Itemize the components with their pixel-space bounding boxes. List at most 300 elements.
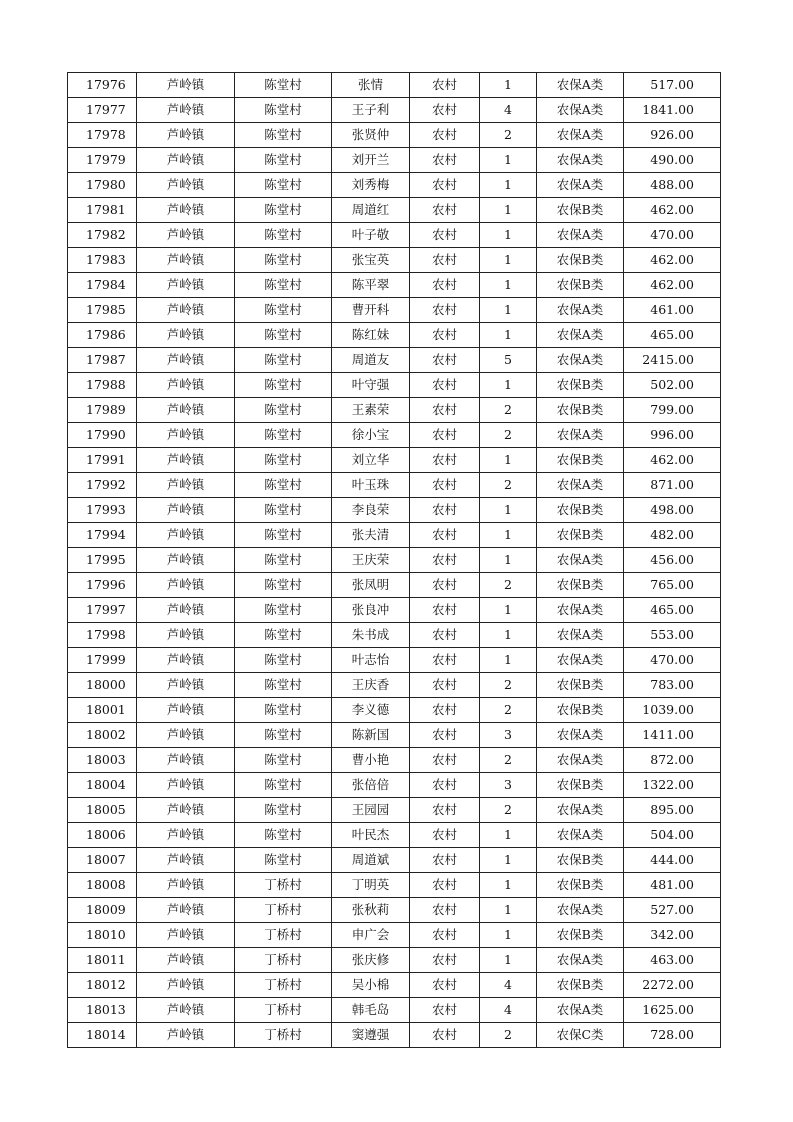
village-cell: 陈堂村	[235, 798, 332, 823]
town-cell: 芦岭镇	[137, 548, 235, 573]
area-type-cell: 农村	[410, 223, 480, 248]
record-id-cell: 17994	[68, 523, 137, 548]
name-cell: 韩毛岛	[332, 998, 410, 1023]
name-cell: 张秋莉	[332, 898, 410, 923]
town-cell: 芦岭镇	[137, 598, 235, 623]
town-cell: 芦岭镇	[137, 1023, 235, 1048]
insurance-category-cell: 农保A类	[537, 123, 624, 148]
area-type-cell: 农村	[410, 248, 480, 273]
insurance-category-cell: 农保A类	[537, 798, 624, 823]
table-row	[68, 1023, 721, 1048]
town-cell: 芦岭镇	[137, 323, 235, 348]
name-cell: 王子利	[332, 98, 410, 123]
insurance-category-cell: 农保B类	[537, 573, 624, 598]
village-cell: 陈堂村	[235, 423, 332, 448]
table-row	[68, 498, 721, 523]
area-type-cell: 农村	[410, 948, 480, 973]
table-row	[68, 548, 721, 573]
amount-cell: 462.00	[624, 248, 721, 273]
table-row	[68, 948, 721, 973]
name-cell: 叶志怡	[332, 648, 410, 673]
name-cell: 周道斌	[332, 848, 410, 873]
area-type-cell: 农村	[410, 823, 480, 848]
name-cell: 曹小艳	[332, 748, 410, 773]
village-cell: 陈堂村	[235, 673, 332, 698]
insurance-category-cell: 农保A类	[537, 73, 624, 98]
name-cell: 叶守强	[332, 373, 410, 398]
amount-cell: 456.00	[624, 548, 721, 573]
town-cell: 芦岭镇	[137, 123, 235, 148]
village-cell: 陈堂村	[235, 248, 332, 273]
household-size-cell: 1	[480, 273, 537, 298]
name-cell: 丁明英	[332, 873, 410, 898]
insurance-category-cell: 农保B类	[537, 273, 624, 298]
area-type-cell: 农村	[410, 148, 480, 173]
record-id-cell: 17998	[68, 623, 137, 648]
record-id-cell: 18009	[68, 898, 137, 923]
record-id-cell: 17977	[68, 98, 137, 123]
record-id-cell: 17989	[68, 398, 137, 423]
household-size-cell: 1	[480, 148, 537, 173]
relief-roster-table	[67, 72, 721, 1048]
amount-cell: 783.00	[624, 673, 721, 698]
amount-cell: 482.00	[624, 523, 721, 548]
household-size-cell: 2	[480, 698, 537, 723]
village-cell: 陈堂村	[235, 348, 332, 373]
amount-cell: 490.00	[624, 148, 721, 173]
insurance-category-cell: 农保B类	[537, 873, 624, 898]
household-size-cell: 4	[480, 98, 537, 123]
amount-cell: 1625.00	[624, 998, 721, 1023]
table-row	[68, 798, 721, 823]
household-size-cell: 3	[480, 723, 537, 748]
insurance-category-cell: 农保A类	[537, 473, 624, 498]
area-type-cell: 农村	[410, 723, 480, 748]
name-cell: 李义德	[332, 698, 410, 723]
amount-cell: 517.00	[624, 73, 721, 98]
name-cell: 窦遵强	[332, 1023, 410, 1048]
name-cell: 周道友	[332, 348, 410, 373]
amount-cell: 895.00	[624, 798, 721, 823]
village-cell: 陈堂村	[235, 848, 332, 873]
area-type-cell: 农村	[410, 448, 480, 473]
insurance-category-cell: 农保A类	[537, 623, 624, 648]
table-row	[68, 148, 721, 173]
area-type-cell: 农村	[410, 848, 480, 873]
town-cell: 芦岭镇	[137, 498, 235, 523]
record-id-cell: 17984	[68, 273, 137, 298]
table-row	[68, 448, 721, 473]
insurance-category-cell: 农保B类	[537, 848, 624, 873]
amount-cell: 765.00	[624, 573, 721, 598]
table-row	[68, 998, 721, 1023]
household-size-cell: 4	[480, 973, 537, 998]
household-size-cell: 2	[480, 673, 537, 698]
amount-cell: 1039.00	[624, 698, 721, 723]
name-cell: 曹开科	[332, 298, 410, 323]
insurance-category-cell: 农保A类	[537, 323, 624, 348]
village-cell: 陈堂村	[235, 548, 332, 573]
town-cell: 芦岭镇	[137, 348, 235, 373]
insurance-category-cell: 农保A类	[537, 948, 624, 973]
record-id-cell: 18014	[68, 1023, 137, 1048]
household-size-cell: 2	[480, 1023, 537, 1048]
village-cell: 丁桥村	[235, 923, 332, 948]
village-cell: 陈堂村	[235, 173, 332, 198]
village-cell: 丁桥村	[235, 873, 332, 898]
insurance-category-cell: 农保A类	[537, 898, 624, 923]
table-row	[68, 673, 721, 698]
area-type-cell: 农村	[410, 898, 480, 923]
area-type-cell: 农村	[410, 873, 480, 898]
village-cell: 丁桥村	[235, 973, 332, 998]
area-type-cell: 农村	[410, 748, 480, 773]
table-row	[68, 898, 721, 923]
amount-cell: 465.00	[624, 598, 721, 623]
household-size-cell: 1	[480, 448, 537, 473]
insurance-category-cell: 农保B类	[537, 498, 624, 523]
town-cell: 芦岭镇	[137, 898, 235, 923]
name-cell: 刘秀梅	[332, 173, 410, 198]
household-size-cell: 1	[480, 923, 537, 948]
name-cell: 周道红	[332, 198, 410, 223]
amount-cell: 504.00	[624, 823, 721, 848]
village-cell: 陈堂村	[235, 73, 332, 98]
record-id-cell: 17993	[68, 498, 137, 523]
amount-cell: 462.00	[624, 198, 721, 223]
town-cell: 芦岭镇	[137, 423, 235, 448]
amount-cell: 470.00	[624, 223, 721, 248]
area-type-cell: 农村	[410, 673, 480, 698]
amount-cell: 728.00	[624, 1023, 721, 1048]
record-id-cell: 18001	[68, 698, 137, 723]
area-type-cell: 农村	[410, 773, 480, 798]
record-id-cell: 18005	[68, 798, 137, 823]
insurance-category-cell: 农保A类	[537, 98, 624, 123]
insurance-category-cell: 农保A类	[537, 348, 624, 373]
name-cell: 朱书成	[332, 623, 410, 648]
insurance-category-cell: 农保C类	[537, 1023, 624, 1048]
amount-cell: 553.00	[624, 623, 721, 648]
record-id-cell: 18010	[68, 923, 137, 948]
table-row	[68, 198, 721, 223]
record-id-cell: 17981	[68, 198, 137, 223]
household-size-cell: 2	[480, 398, 537, 423]
village-cell: 陈堂村	[235, 448, 332, 473]
name-cell: 叶民杰	[332, 823, 410, 848]
area-type-cell: 农村	[410, 423, 480, 448]
household-size-cell: 2	[480, 423, 537, 448]
town-cell: 芦岭镇	[137, 973, 235, 998]
insurance-category-cell: 农保A类	[537, 823, 624, 848]
insurance-category-cell: 农保B类	[537, 773, 624, 798]
town-cell: 芦岭镇	[137, 798, 235, 823]
village-cell: 陈堂村	[235, 598, 332, 623]
area-type-cell: 农村	[410, 98, 480, 123]
record-id-cell: 17999	[68, 648, 137, 673]
town-cell: 芦岭镇	[137, 573, 235, 598]
insurance-category-cell: 农保A类	[537, 648, 624, 673]
record-id-cell: 17988	[68, 373, 137, 398]
name-cell: 王庆荣	[332, 548, 410, 573]
town-cell: 芦岭镇	[137, 723, 235, 748]
name-cell: 申广会	[332, 923, 410, 948]
household-size-cell: 1	[480, 848, 537, 873]
table-row	[68, 923, 721, 948]
town-cell: 芦岭镇	[137, 298, 235, 323]
insurance-category-cell: 农保A类	[537, 598, 624, 623]
amount-cell: 996.00	[624, 423, 721, 448]
insurance-category-cell: 农保A类	[537, 423, 624, 448]
village-cell: 陈堂村	[235, 723, 332, 748]
amount-cell: 799.00	[624, 398, 721, 423]
insurance-category-cell: 农保B类	[537, 923, 624, 948]
area-type-cell: 农村	[410, 1023, 480, 1048]
town-cell: 芦岭镇	[137, 923, 235, 948]
amount-cell: 462.00	[624, 273, 721, 298]
name-cell: 王庆香	[332, 673, 410, 698]
household-size-cell: 2	[480, 123, 537, 148]
table-body	[68, 73, 721, 1048]
insurance-category-cell: 农保A类	[537, 173, 624, 198]
table-row	[68, 123, 721, 148]
table-row	[68, 423, 721, 448]
insurance-category-cell: 农保A类	[537, 723, 624, 748]
amount-cell: 342.00	[624, 923, 721, 948]
area-type-cell: 农村	[410, 123, 480, 148]
town-cell: 芦岭镇	[137, 948, 235, 973]
insurance-category-cell: 农保A类	[537, 148, 624, 173]
name-cell: 陈平翠	[332, 273, 410, 298]
table-row	[68, 273, 721, 298]
amount-cell: 444.00	[624, 848, 721, 873]
amount-cell: 470.00	[624, 648, 721, 673]
household-size-cell: 1	[480, 298, 537, 323]
insurance-category-cell: 农保B类	[537, 698, 624, 723]
record-id-cell: 18012	[68, 973, 137, 998]
town-cell: 芦岭镇	[137, 248, 235, 273]
village-cell: 陈堂村	[235, 498, 332, 523]
household-size-cell: 3	[480, 773, 537, 798]
name-cell: 徐小宝	[332, 423, 410, 448]
area-type-cell: 农村	[410, 648, 480, 673]
table-row	[68, 723, 721, 748]
record-id-cell: 18002	[68, 723, 137, 748]
table-row	[68, 748, 721, 773]
household-size-cell: 1	[480, 648, 537, 673]
area-type-cell: 农村	[410, 623, 480, 648]
area-type-cell: 农村	[410, 523, 480, 548]
area-type-cell: 农村	[410, 548, 480, 573]
table-row	[68, 523, 721, 548]
amount-cell: 926.00	[624, 123, 721, 148]
household-size-cell: 1	[480, 248, 537, 273]
amount-cell: 871.00	[624, 473, 721, 498]
table-row	[68, 373, 721, 398]
amount-cell: 527.00	[624, 898, 721, 923]
household-size-cell: 1	[480, 898, 537, 923]
town-cell: 芦岭镇	[137, 473, 235, 498]
town-cell: 芦岭镇	[137, 448, 235, 473]
table-row	[68, 248, 721, 273]
village-cell: 陈堂村	[235, 573, 332, 598]
town-cell: 芦岭镇	[137, 673, 235, 698]
household-size-cell: 1	[480, 373, 537, 398]
area-type-cell: 农村	[410, 348, 480, 373]
name-cell: 张宝英	[332, 248, 410, 273]
area-type-cell: 农村	[410, 998, 480, 1023]
area-type-cell: 农村	[410, 398, 480, 423]
table-row	[68, 173, 721, 198]
household-size-cell: 1	[480, 823, 537, 848]
amount-cell: 461.00	[624, 298, 721, 323]
area-type-cell: 农村	[410, 923, 480, 948]
household-size-cell: 2	[480, 748, 537, 773]
household-size-cell: 1	[480, 223, 537, 248]
household-size-cell: 2	[480, 573, 537, 598]
town-cell: 芦岭镇	[137, 623, 235, 648]
name-cell: 王素荣	[332, 398, 410, 423]
town-cell: 芦岭镇	[137, 223, 235, 248]
name-cell: 张夫清	[332, 523, 410, 548]
household-size-cell: 1	[480, 623, 537, 648]
insurance-category-cell: 农保B类	[537, 248, 624, 273]
table-row	[68, 298, 721, 323]
table-row	[68, 73, 721, 98]
village-cell: 丁桥村	[235, 948, 332, 973]
table-row	[68, 623, 721, 648]
amount-cell: 465.00	[624, 323, 721, 348]
record-id-cell: 17980	[68, 173, 137, 198]
amount-cell: 502.00	[624, 373, 721, 398]
household-size-cell: 1	[480, 498, 537, 523]
record-id-cell: 17985	[68, 298, 137, 323]
table-row	[68, 648, 721, 673]
area-type-cell: 农村	[410, 198, 480, 223]
insurance-category-cell: 农保B类	[537, 198, 624, 223]
village-cell: 陈堂村	[235, 473, 332, 498]
record-id-cell: 18011	[68, 948, 137, 973]
area-type-cell: 农村	[410, 173, 480, 198]
town-cell: 芦岭镇	[137, 848, 235, 873]
table-row	[68, 473, 721, 498]
insurance-category-cell: 农保B类	[537, 973, 624, 998]
name-cell: 陈红妹	[332, 323, 410, 348]
record-id-cell: 18003	[68, 748, 137, 773]
town-cell: 芦岭镇	[137, 648, 235, 673]
village-cell: 陈堂村	[235, 148, 332, 173]
insurance-category-cell: 农保A类	[537, 223, 624, 248]
amount-cell: 1841.00	[624, 98, 721, 123]
table-row	[68, 223, 721, 248]
table-row	[68, 348, 721, 373]
town-cell: 芦岭镇	[137, 373, 235, 398]
village-cell: 陈堂村	[235, 698, 332, 723]
town-cell: 芦岭镇	[137, 273, 235, 298]
area-type-cell: 农村	[410, 73, 480, 98]
village-cell: 陈堂村	[235, 323, 332, 348]
town-cell: 芦岭镇	[137, 523, 235, 548]
town-cell: 芦岭镇	[137, 873, 235, 898]
household-size-cell: 1	[480, 173, 537, 198]
record-id-cell: 18013	[68, 998, 137, 1023]
name-cell: 刘开兰	[332, 148, 410, 173]
household-size-cell: 4	[480, 998, 537, 1023]
town-cell: 芦岭镇	[137, 998, 235, 1023]
town-cell: 芦岭镇	[137, 198, 235, 223]
amount-cell: 498.00	[624, 498, 721, 523]
record-id-cell: 17996	[68, 573, 137, 598]
insurance-category-cell: 农保A类	[537, 998, 624, 1023]
household-size-cell: 1	[480, 598, 537, 623]
village-cell: 陈堂村	[235, 273, 332, 298]
village-cell: 丁桥村	[235, 1023, 332, 1048]
amount-cell: 463.00	[624, 948, 721, 973]
area-type-cell: 农村	[410, 498, 480, 523]
household-size-cell: 1	[480, 198, 537, 223]
record-id-cell: 17983	[68, 248, 137, 273]
area-type-cell: 农村	[410, 598, 480, 623]
table-row	[68, 98, 721, 123]
insurance-category-cell: 农保A类	[537, 748, 624, 773]
insurance-category-cell: 农保B类	[537, 673, 624, 698]
table-row	[68, 573, 721, 598]
insurance-category-cell: 农保A类	[537, 548, 624, 573]
table-row	[68, 598, 721, 623]
household-size-cell: 1	[480, 873, 537, 898]
insurance-category-cell: 农保A类	[537, 298, 624, 323]
amount-cell: 481.00	[624, 873, 721, 898]
record-id-cell: 17992	[68, 473, 137, 498]
name-cell: 陈新国	[332, 723, 410, 748]
table-row	[68, 823, 721, 848]
town-cell: 芦岭镇	[137, 823, 235, 848]
village-cell: 陈堂村	[235, 98, 332, 123]
name-cell: 刘立华	[332, 448, 410, 473]
village-cell: 陈堂村	[235, 773, 332, 798]
name-cell: 张贤仲	[332, 123, 410, 148]
record-id-cell: 18008	[68, 873, 137, 898]
household-size-cell: 2	[480, 473, 537, 498]
amount-cell: 462.00	[624, 448, 721, 473]
household-size-cell: 2	[480, 798, 537, 823]
area-type-cell: 农村	[410, 273, 480, 298]
record-id-cell: 17995	[68, 548, 137, 573]
town-cell: 芦岭镇	[137, 173, 235, 198]
area-type-cell: 农村	[410, 473, 480, 498]
amount-cell: 2272.00	[624, 973, 721, 998]
amount-cell: 488.00	[624, 173, 721, 198]
village-cell: 陈堂村	[235, 198, 332, 223]
town-cell: 芦岭镇	[137, 73, 235, 98]
record-id-cell: 18006	[68, 823, 137, 848]
name-cell: 张倍倍	[332, 773, 410, 798]
household-size-cell: 1	[480, 948, 537, 973]
village-cell: 陈堂村	[235, 223, 332, 248]
record-id-cell: 17991	[68, 448, 137, 473]
village-cell: 陈堂村	[235, 823, 332, 848]
table-row	[68, 698, 721, 723]
village-cell: 陈堂村	[235, 373, 332, 398]
table-row	[68, 973, 721, 998]
area-type-cell: 农村	[410, 298, 480, 323]
name-cell: 张情	[332, 73, 410, 98]
table-row	[68, 848, 721, 873]
record-id-cell: 17982	[68, 223, 137, 248]
town-cell: 芦岭镇	[137, 773, 235, 798]
name-cell: 张良冲	[332, 598, 410, 623]
town-cell: 芦岭镇	[137, 398, 235, 423]
